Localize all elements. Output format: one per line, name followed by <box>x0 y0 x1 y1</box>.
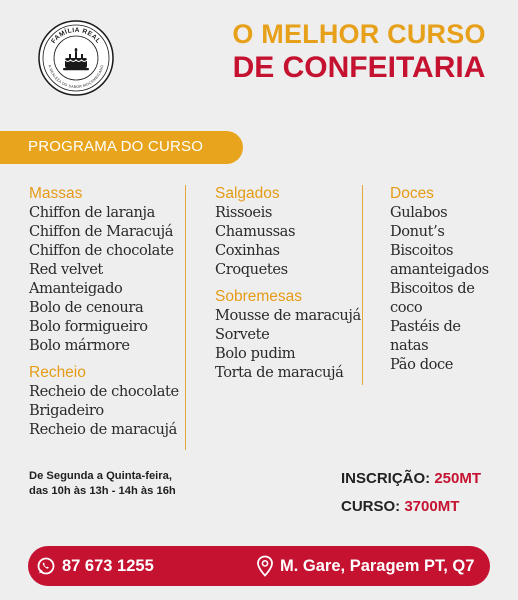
course-item: Coxinhas <box>215 242 280 259</box>
whatsapp-icon <box>36 556 56 576</box>
course-item: Red velvet <box>29 261 103 278</box>
headline-line-1: O MELHOR CURSO <box>232 19 486 49</box>
contact-footer <box>28 546 490 586</box>
category-title: Doces <box>390 185 434 202</box>
registration-value: 250MT <box>434 470 482 487</box>
course-item: Chiffon de laranja <box>29 204 155 221</box>
category-title: Sobremesas <box>215 288 303 305</box>
schedule-text <box>29 469 176 499</box>
course-label: CURSO: <box>341 498 401 515</box>
course-item: Bolo mármore <box>29 337 130 354</box>
schedule-line-1: De Segunda a Quinta-feira, <box>29 470 172 482</box>
course-item: amanteigados <box>390 261 489 278</box>
course-item: Torta de maracujá <box>215 364 344 381</box>
course-price <box>341 498 459 515</box>
course-item: Recheio de maracujá <box>29 421 177 438</box>
course-item: Donut’s <box>390 223 445 240</box>
course-value: 3700MT <box>404 498 460 515</box>
course-item: Bolo pudim <box>215 345 296 362</box>
course-item: Biscoitos de <box>390 280 475 297</box>
course-item: Pastéis de <box>390 318 461 335</box>
course-item: Chiffon de chocolate <box>29 242 174 259</box>
course-item: Sorvete <box>215 326 270 343</box>
headline-line-2: DE CONFEITARIA <box>232 51 486 85</box>
svg-text:A REALEZA DO SABOR MOÇAMBICANO: A REALEZA DO SABOR MOÇAMBICANO <box>47 64 105 90</box>
course-item: Chiffon de Maracujá <box>29 223 173 240</box>
course-item: Croquetes <box>215 261 288 278</box>
course-item: Chamussas <box>215 223 296 240</box>
address-text: M. Gare, Paragem PT, Q7 <box>280 556 475 575</box>
schedule-line-2: das 10h às 13h - 14h às 16h <box>29 485 176 497</box>
program-column-3 <box>390 184 510 374</box>
course-item: Gulabos <box>390 204 448 221</box>
course-item: Bolo formigueiro <box>29 318 148 335</box>
course-item: Mousse de maracujá <box>215 307 361 324</box>
course-item: Rissoeis <box>215 204 273 221</box>
location-pin-icon <box>256 555 274 577</box>
course-item: natas <box>390 337 429 354</box>
brand-logo <box>38 20 114 96</box>
course-item: Biscoitos <box>390 242 454 259</box>
category-title: Recheio <box>29 364 86 381</box>
course-item: Brigadeiro <box>29 402 104 419</box>
course-item: coco <box>390 299 423 316</box>
registration-label: INSCRIÇÃO: <box>341 470 431 487</box>
address-contact[interactable] <box>256 546 474 586</box>
course-item: Recheio de chocolate <box>29 383 179 400</box>
phone-number: 87 673 1255 <box>62 556 154 575</box>
category-title: Massas <box>29 185 83 202</box>
course-item: Pão doce <box>390 356 454 373</box>
program-banner <box>0 131 243 164</box>
phone-contact[interactable] <box>36 546 154 586</box>
program-column-1 <box>29 184 189 439</box>
course-item: Bolo de cenoura <box>29 299 144 316</box>
program-banner-label: PROGRAMA DO CURSO <box>28 138 204 155</box>
svg-text:FAMÍLIA REAL: FAMÍLIA REAL <box>50 26 102 46</box>
registration-price <box>341 470 481 487</box>
program-column-2 <box>215 184 375 382</box>
category-title: Salgados <box>215 185 280 202</box>
headline <box>214 20 504 84</box>
course-item: Amanteigado <box>29 280 123 297</box>
